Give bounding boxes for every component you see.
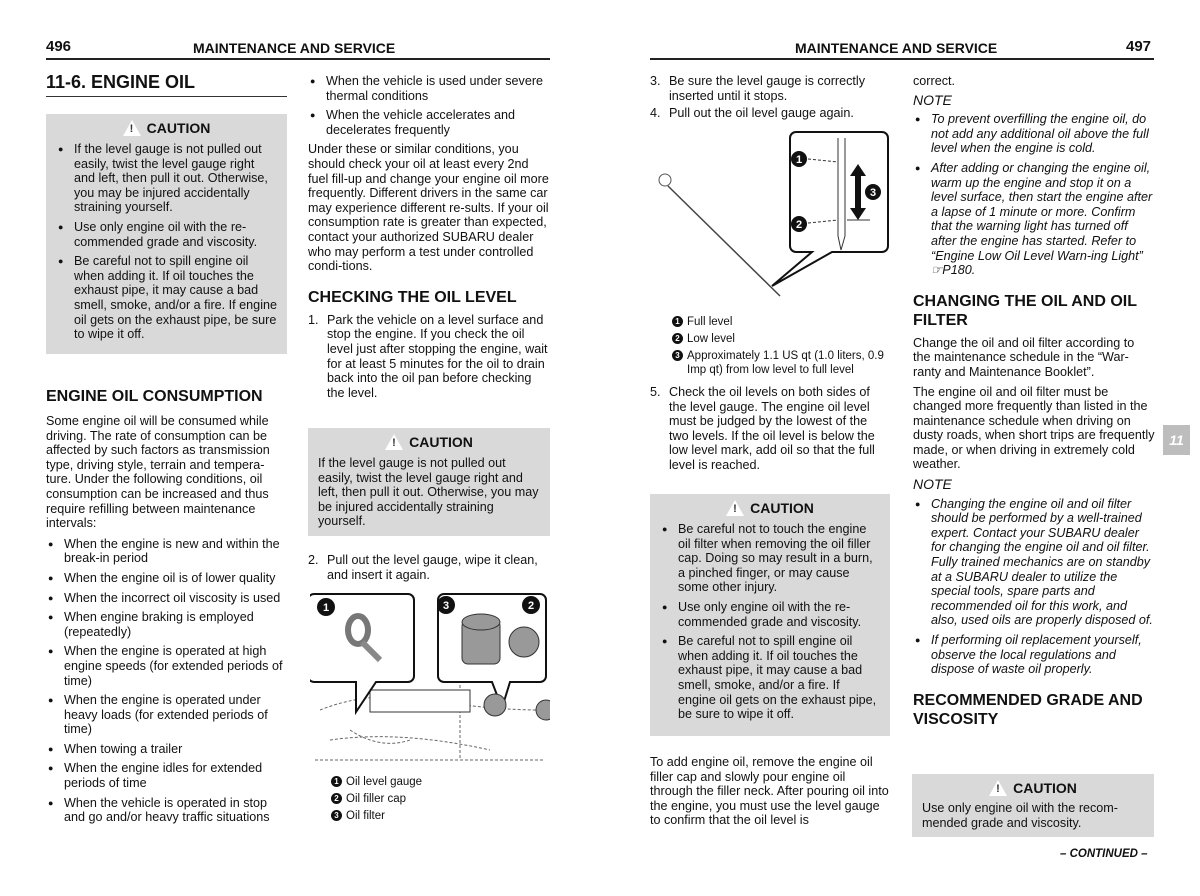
heading-consumption: ENGINE OIL CONSUMPTION <box>46 388 263 405</box>
header-rule-left <box>46 58 550 60</box>
list-item: ● When towing a trailer <box>46 742 287 757</box>
step-number: 2. <box>308 553 319 567</box>
paragraph: Change the oil and oil filter according to the maintenance schedule in the “War-ranty and Maintenance Booklet”. <box>913 335 1135 379</box>
note-item: ● Changing the engine oil and oil filter should be performed by a well-trained expert. Contact your SUBARU dealer for changing the engine oil and oil filter. Fully trained mechanics are on standby at a SUBARU dealer to utilize the special tools, spare parts and recommended oil for this work, and also, used oils are properly disposed of. <box>913 497 1155 628</box>
level-gauge-illustration <box>650 128 890 298</box>
step-text: Park the vehicle on a level surface and stop the engine. If you check the oil level just after stopping the engine, wait for at least 5 minutes for the oil to drain back into the oil pan before checking the level. <box>327 312 548 400</box>
column-2 <box>308 74 550 405</box>
note-label: NOTE <box>913 476 952 493</box>
paragraph: Some engine oil will be consumed while driving. The rate of consumption can be affected by such factors as transmission type, driving style, terrain and tempera-ture. Under the following conditions, oil consumption can be increased and thus require refilling between maintenance intervals: <box>46 414 270 531</box>
caution-item: ● If the level gauge is not pulled out easily, twist the level gauge right and left, then pull it out. Otherwise, you may be injured accidentally straining yourself. <box>56 142 277 215</box>
section-title: 11-6. ENGINE OIL <box>46 73 287 97</box>
step-5: 5. Check the oil levels on both sides of the level gauge. The engine oil level must be judged by the lowest of the two levels. If the oil level is below the low level mark, add oil so that the full level is reached. <box>650 385 875 472</box>
caution-text: If the level gauge is not pulled out easily, twist the level gauge right and left, then pull it out. Otherwise, you may be injured accidentally straining yourself. <box>318 456 539 529</box>
caution-item: ● Be careful not to touch the engine oil filter when removing the oil filler cap. Doing so may result in a burn, a pinched finger, or may cause some other injury. <box>660 522 880 595</box>
caution-item: ● Use only engine oil with the re-commended grade and viscosity. <box>56 220 277 249</box>
step-2 <box>308 553 550 582</box>
paragraph: To add engine oil, remove the engine oil filler cap and slowly pour engine oil through the filler neck. After pouring oil into the engine, you must use the level gauge to confirm that the oil level is <box>650 755 889 828</box>
heading-grade: RECOMMENDED GRADE AND VISCOSITY <box>913 691 1143 728</box>
paragraph: The engine oil and oil filter must be changed more frequently than listed in the maintenance schedule when driving on dusty roads, when short trips are frequently made, or when driving in extremely cold weather. <box>913 384 1155 472</box>
step-3: 3. Be sure the level gauge is correctly inserted until it stops. <box>650 74 866 103</box>
caution-title: ! CAUTION <box>922 780 1144 796</box>
list-item: ● When the engine is operated under heavy loads (for extended periods of time) <box>46 693 287 737</box>
svg-text:3: 3 <box>442 600 450 612</box>
list-item: ● When the vehicle accelerates and decelerates frequently <box>308 108 550 137</box>
list-item: ● When the engine oil is of lower quality <box>46 571 287 586</box>
heading-checking: CHECKING THE OIL LEVEL <box>308 288 517 306</box>
note-item: ● After adding or changing the engine oil, warm up the engine and stop it on a level surface, then start the engine after a lapse of 1 minute or more. Confirm that the warning light has turned off after the engine has started. Refer to “Engine Low Oil Level Warn-ing Light” ☞P180. <box>913 161 1155 278</box>
legend-item: 3 Oil filter <box>331 809 541 823</box>
continued-label: – CONTINUED – <box>1060 848 1148 860</box>
step-1 <box>308 313 550 401</box>
legend-item: 3 Approximately 1.1 US qt (1.0 liters, 0.9 Imp qt) from low level to full level <box>672 349 894 377</box>
section-tab[interactable]: 11 <box>1163 425 1190 455</box>
figure-legend <box>331 775 541 826</box>
svg-text:2: 2 <box>527 600 535 612</box>
caution-title <box>318 434 540 450</box>
paragraph: correct. <box>913 74 955 88</box>
caution-title <box>56 120 277 136</box>
figure-legend <box>672 315 894 380</box>
caution-box <box>912 774 1154 837</box>
warning-icon <box>123 120 141 136</box>
list-item: ● When the engine is new and within the break-in period <box>46 537 287 566</box>
page-number-left: 496 <box>46 38 72 55</box>
list-item: ● When the vehicle is operated in stop and go and/or heavy traffic situations <box>46 796 287 825</box>
caution-item: ● Be careful not to spill engine oil when adding it. If oil touches the exhaust pipe, it may cause a bad smell, smoke, and/or a fire. If engine oil gets on the exhaust pipe, be sure to wipe it off. <box>56 254 277 342</box>
column-3-top <box>650 74 890 121</box>
callout-1: 1 <box>322 602 330 614</box>
heading-changing: CHANGING THE OIL AND OIL FILTER <box>913 292 1137 329</box>
svg-text:2: 2 <box>795 219 803 231</box>
caution-item: ● Use only engine oil with the re-commended grade and viscosity. <box>660 600 880 629</box>
caution-label: CAUTION <box>409 433 473 450</box>
legend-item: 2 Low level <box>672 332 894 346</box>
caution-box <box>46 114 287 354</box>
column-4 <box>913 74 1155 739</box>
caution-box <box>308 428 550 536</box>
running-header-left: MAINTENANCE AND SERVICE <box>193 40 396 56</box>
note-item: ● To prevent overfilling the engine oil, do not add any additional oil above the full level when the engine is cold. <box>913 112 1155 156</box>
note-item: ● If performing oil replacement yourself, observe the local regulations and dispose of waste oil properly. <box>913 633 1155 677</box>
paragraph: Under these or similar conditions, you should check your oil at least every 2nd fuel fill-up and change your engine oil more frequently. Different drivers in the same car may experience different re-sults. If your oil consumption rate is greater than expected, contact your authorized SUBARU dealer who may perform a test under controlled condi-tions. <box>308 142 549 274</box>
list-item: ● When the incorrect oil viscosity is used <box>46 591 287 606</box>
warning-icon <box>726 500 744 516</box>
list-item: ● When the vehicle is used under severe thermal conditions <box>308 74 550 103</box>
svg-text:1: 1 <box>795 154 803 166</box>
note-label: NOTE <box>913 91 952 108</box>
svg-text:3: 3 <box>869 187 877 199</box>
caution-item: ● Be careful not to spill engine oil when adding it. If oil touches the exhaust pipe, it may cause a bad smell, smoke, and/or a fire. If engine oil gets on the exhaust pipe, be sure to wipe it off. <box>660 634 880 722</box>
list-item: ● When the engine idles for extended periods of time <box>46 761 287 790</box>
caution-text: Use only engine oil with the recom-mended grade and viscosity. <box>922 801 1118 830</box>
caution-box <box>650 494 890 736</box>
legend-item: 1 Full level <box>672 315 894 329</box>
list-item: ● When engine braking is employed (repeatedly) <box>46 610 287 639</box>
caution-title: ! CAUTION <box>660 500 880 516</box>
running-header-right: MAINTENANCE AND SERVICE <box>795 40 998 56</box>
page-number-right: 497 <box>1126 38 1152 55</box>
warning-icon <box>989 780 1007 796</box>
list-item: ● When the engine is operated at high engine speeds (for extended periods of time) <box>46 644 287 688</box>
engine-illustration <box>310 590 550 770</box>
step-text: Pull out the level gauge, wipe it clean, and insert it again. <box>327 553 538 582</box>
header-rule-right <box>650 58 1154 60</box>
step-number: 1. <box>308 312 319 327</box>
step-4: 4. Pull out the oil level gauge again. <box>650 106 854 121</box>
column-1 <box>46 73 287 830</box>
caution-label: CAUTION <box>146 119 211 136</box>
warning-icon <box>385 434 403 450</box>
legend-item: 2 Oil filler cap <box>331 792 541 806</box>
legend-item: 1 Oil level gauge <box>331 775 541 789</box>
